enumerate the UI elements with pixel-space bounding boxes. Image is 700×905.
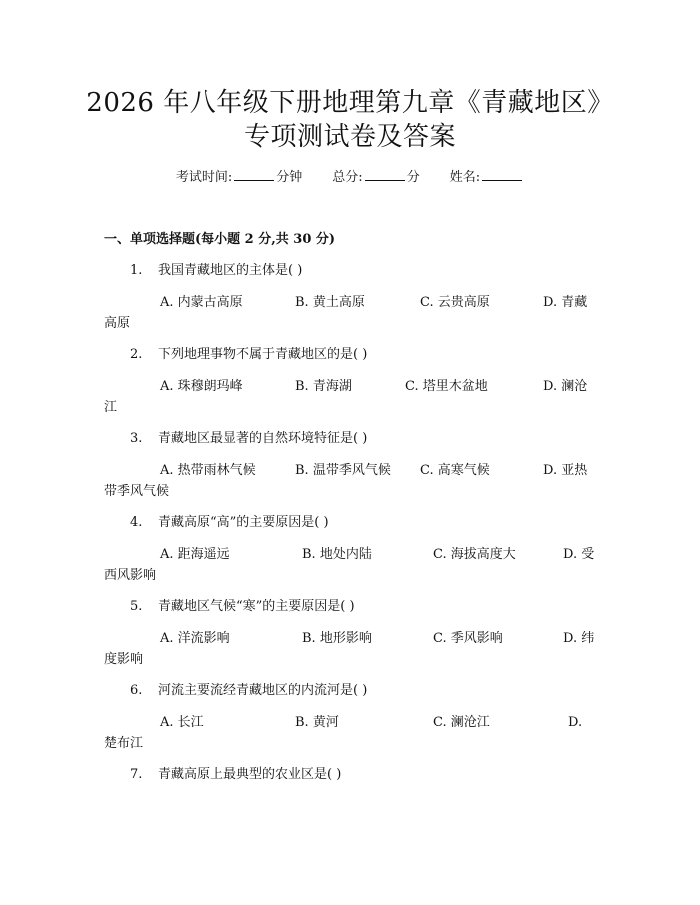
question-1 <box>130 261 302 281</box>
exam-time-unit: 分钟 <box>276 170 303 185</box>
option-a: A. 洋流影响 <box>160 631 230 646</box>
exam-time-label: 考试时间: <box>175 170 233 185</box>
question-text: 青藏地区气候“寒”的主要原因是( ) <box>158 599 355 614</box>
total-score-blank <box>365 168 405 181</box>
option-d: D. 青藏 <box>543 295 588 310</box>
question-2-options <box>160 377 590 397</box>
student-name-label: 姓名: <box>449 170 481 185</box>
option-d: D. 受 <box>563 547 595 562</box>
option-d: D. 亚热 <box>543 463 588 478</box>
option-c: C. 季风影响 <box>433 631 503 646</box>
question-3 <box>130 429 367 449</box>
option-c: C. 塔里木盆地 <box>405 379 488 394</box>
question-text: 下列地理事物不属于青藏地区的是( ) <box>158 347 368 362</box>
option-d-continuation: 江 <box>104 400 118 415</box>
document-title-line1: 2026 年八年级下册地理第九章《青藏地区》 <box>86 88 614 118</box>
option-d-continuation: 楚布江 <box>104 736 144 751</box>
option-b: B. 黄土高原 <box>295 295 365 310</box>
option-a: A. 长江 <box>160 715 204 730</box>
question-number: 3. <box>130 431 143 446</box>
question-number: 4. <box>130 515 143 530</box>
question-5-options <box>160 629 595 649</box>
option-a: A. 热带雨林气候 <box>160 463 256 478</box>
question-6 <box>130 681 367 701</box>
option-c: C. 海拔高度大 <box>433 547 516 562</box>
option-b: B. 地形影响 <box>302 631 372 646</box>
option-c: C. 澜沧江 <box>433 715 490 730</box>
option-c: C. 高寒气候 <box>420 463 490 478</box>
question-number: 2. <box>130 347 143 362</box>
option-b: B. 黄河 <box>295 715 339 730</box>
question-5 <box>130 597 355 617</box>
question-text: 青藏地区最显著的自然环境特征是( ) <box>158 431 368 446</box>
question-1-options <box>160 293 590 313</box>
question-7 <box>130 765 341 785</box>
option-c: C. 云贵高原 <box>420 295 490 310</box>
option-b: B. 地处内陆 <box>302 547 372 562</box>
option-d-continuation: 带季风气候 <box>104 484 170 499</box>
document-title-line2: 专项测试卷及答案 <box>243 122 456 152</box>
option-a: A. 距海遥远 <box>160 547 230 562</box>
student-name-blank <box>482 168 522 181</box>
total-score-label: 总分: <box>332 170 363 185</box>
question-text: 青藏高原上最典型的农业区是( ) <box>158 767 342 782</box>
question-6-options <box>160 713 590 733</box>
option-d: D. <box>568 715 583 730</box>
question-number: 6. <box>130 683 143 698</box>
section-heading-single-choice: 一、单项选择题(每小题 2 分,共 30 分) <box>104 232 336 247</box>
question-number: 7. <box>130 767 143 782</box>
option-b: B. 温带季风气候 <box>295 463 391 478</box>
question-number: 1. <box>130 263 143 278</box>
option-d: D. 澜沧 <box>543 379 588 394</box>
question-text: 青藏高原“高”的主要原因是( ) <box>158 515 329 530</box>
option-d: D. 纬 <box>563 631 595 646</box>
question-4 <box>130 513 329 533</box>
option-d-continuation: 西风影响 <box>104 568 157 583</box>
question-text: 河流主要流经青藏地区的内流河是( ) <box>158 683 368 698</box>
question-number: 5. <box>130 599 143 614</box>
question-2 <box>130 345 367 365</box>
option-d-continuation: 高原 <box>104 316 131 331</box>
question-3-options <box>160 461 590 481</box>
option-a: A. 内蒙古高原 <box>160 295 243 310</box>
option-d-continuation: 度影响 <box>104 652 144 667</box>
question-text: 我国青藏地区的主体是( ) <box>158 263 303 278</box>
exam-time-blank <box>234 168 274 181</box>
option-a: A. 珠穆朗玛峰 <box>160 379 243 394</box>
exam-info-line <box>0 168 700 188</box>
option-b: B. 青海湖 <box>295 379 352 394</box>
total-score-unit: 分 <box>406 170 420 185</box>
question-4-options <box>160 545 595 565</box>
